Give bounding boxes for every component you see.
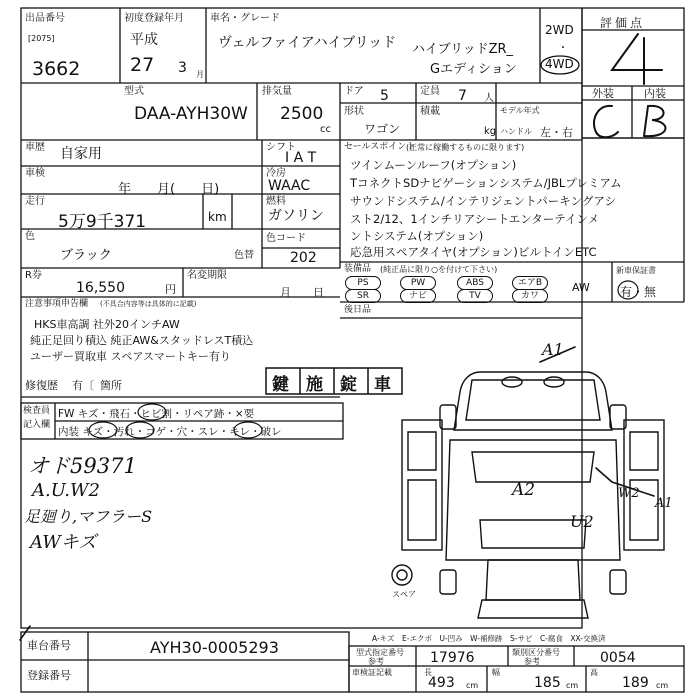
- handle-side: 左・右: [540, 126, 573, 139]
- equip-sr: SR: [345, 289, 381, 303]
- car-name-label: 車名・グレード: [210, 13, 280, 24]
- first-reg-label: 初度登録年月: [124, 13, 184, 24]
- handle-label: ハンドル: [500, 127, 532, 136]
- recycle-fee: 16,550: [76, 280, 125, 296]
- score-label: 評価点: [600, 16, 646, 30]
- month-unit: 月: [196, 70, 204, 79]
- spare-label: スペア: [392, 590, 416, 599]
- model-year-label: モデル年式: [500, 106, 540, 115]
- shift-label: シフト: [266, 142, 296, 153]
- note-line-1: HKS車高調 社外20インチAW: [34, 318, 180, 331]
- km-unit: km: [208, 210, 227, 224]
- grade-line-2: Gエディション: [430, 62, 517, 77]
- lot-number-label: 出品番号: [25, 13, 65, 24]
- lot-number: 3662: [32, 58, 81, 80]
- handwritten-odometer: オド59371: [28, 454, 137, 478]
- width-unit: cm: [566, 681, 579, 690]
- mileage-label: 走行: [25, 196, 45, 207]
- length: 493: [428, 675, 455, 691]
- ac-label: 冷房: [266, 168, 286, 179]
- equip-leather: カワ: [512, 289, 548, 303]
- length-unit: cm: [466, 681, 479, 690]
- reg-year: 27: [130, 54, 155, 76]
- equip-ps: PS: [345, 276, 381, 290]
- color-code-label: 色コード: [266, 233, 306, 244]
- reg-month: 3: [178, 60, 187, 76]
- height-unit: cm: [656, 681, 669, 690]
- capacity: 7: [458, 88, 467, 104]
- diagram-mark-a1-right: A1: [655, 496, 673, 511]
- after-items-label: 後日品: [344, 305, 372, 315]
- kg-unit: kg: [484, 126, 497, 137]
- drive-4wd: 4WD: [545, 57, 574, 71]
- class-ref: 参考: [524, 657, 540, 666]
- selling-point-4: スト2/12、1インチリアシートエンターテインメ: [350, 212, 600, 226]
- diagram-mark-a1-top: A1: [542, 340, 564, 359]
- key-stamp-3: 錠: [340, 375, 357, 395]
- color-change-label: 色替: [234, 250, 254, 261]
- height: 189: [622, 675, 649, 691]
- handwritten-aw-scratch: AWキズ: [30, 532, 97, 553]
- exterior-grade: [580, 100, 581, 101]
- note-line-2: 純正足回り積込 純正AW&スタッドレスT積込: [30, 334, 254, 347]
- width-label: 幅: [492, 668, 500, 677]
- equip-abs: ABS: [457, 276, 493, 290]
- lot-sub-code: [2075]: [28, 34, 55, 43]
- diagram-mark-u2: U2: [570, 512, 594, 531]
- diagram-mark-a2: A2: [512, 480, 536, 500]
- inspection-label: 車検: [25, 168, 45, 179]
- diagram-mark-w2: W2: [618, 486, 640, 501]
- score-four-stroke: [612, 34, 662, 84]
- chassis-label: 車台番号: [27, 639, 71, 652]
- drive-2wd: 2WD: [545, 23, 574, 37]
- repair-history: 有〔: [72, 379, 94, 392]
- damage-legend: A-キズ E-エクボ U-凹み W-補修跡 S-サビ C-腐食 XX-交換済: [372, 634, 606, 643]
- class-number: 0054: [600, 650, 636, 666]
- length-label: 長: [424, 668, 432, 677]
- capacity-unit: 人: [484, 93, 494, 104]
- key-stamp-4: 車: [374, 375, 391, 395]
- dimensions-label: 車検証記載: [352, 668, 392, 677]
- interior-grade: [640, 100, 641, 101]
- handwritten-suspension: 足廻り,マフラーS: [24, 507, 153, 526]
- key-stamp-1: 鍵: [272, 375, 289, 395]
- capacity-label: 定員: [420, 86, 440, 97]
- grade-line-1: ハイブリッドZR_: [412, 42, 514, 57]
- notes-label: 注意事項申告欄: [25, 299, 89, 309]
- model-label: 型式: [124, 86, 144, 97]
- displacement-label: 排気量: [262, 86, 292, 97]
- car-name: ヴェルファイアハイブリッド: [218, 35, 397, 51]
- warranty: 有・無: [620, 285, 657, 299]
- usage: 自家用: [60, 146, 102, 162]
- registration-label: 登録番号: [27, 669, 71, 682]
- displacement: 2500: [280, 104, 324, 124]
- inspector-label-1: 検査員: [23, 406, 51, 416]
- color: ブラック: [60, 248, 112, 263]
- fuel-label: 燃料: [266, 196, 286, 207]
- era-name: 平成: [130, 32, 158, 48]
- selling-point-2: TコネクトSDナビゲーションシステム/JBLプレミアム: [350, 176, 622, 190]
- selling-point-6: 応急用スペアタイヤ(オプション)ビルトインETC: [350, 245, 597, 259]
- selling-points-sub: (正常に稼働するものに限ります): [406, 143, 525, 152]
- type-spec-label: 型式指定番号: [356, 648, 404, 657]
- color-code: 202: [290, 250, 317, 266]
- mileage: 5万9千371: [58, 212, 147, 232]
- interior-label: 内装: [644, 87, 666, 100]
- equip-pw: PW: [400, 276, 436, 290]
- shift: I A T: [285, 150, 317, 166]
- score-value: [570, 20, 571, 21]
- selling-points-label: セールスポイント: [344, 142, 416, 152]
- repair-history-label: 修復歴: [25, 379, 58, 392]
- recycle-label: R券: [25, 270, 42, 281]
- key-stamp-2: 施: [306, 375, 323, 395]
- selling-point-1: ツインムーンルーフ(オプション): [350, 158, 517, 172]
- type-spec-number: 17976: [430, 650, 475, 666]
- equipment-label: 装備品: [344, 264, 372, 274]
- exterior-label: 外装: [592, 87, 614, 100]
- equip-navi: ナビ: [400, 289, 436, 303]
- repair-unit: 箇所: [100, 379, 122, 392]
- handwritten-damage-codes: A.U.W2: [32, 480, 100, 501]
- inspector-row-2: 内装 キズ・汚れ・コゲ・穴・スレ・キレ・破レ: [58, 426, 282, 438]
- equip-aw: AW: [572, 281, 590, 294]
- class-label: 類別区分番号: [512, 648, 560, 657]
- notes-sub-label: (不具合内容等は具体的に記載): [100, 300, 197, 308]
- yen-unit: 円: [165, 283, 176, 296]
- equip-tv: TV: [457, 289, 493, 303]
- door-label: ドア: [344, 86, 364, 97]
- selling-point-3: サウンドシステム/インテリジェントパーキングアシ: [350, 194, 616, 208]
- note-line-3: ユーザー買取車 スペアスマートキー有り: [30, 350, 231, 363]
- load-label: 積載: [420, 106, 440, 117]
- air-conditioning: WAAC: [268, 178, 311, 194]
- color-label: 色: [25, 231, 35, 242]
- inspector-label-2: 記入欄: [23, 420, 51, 430]
- door-count: 5: [380, 88, 389, 104]
- deadline-label: 名変期限: [187, 270, 227, 281]
- usage-label: 車歴: [25, 142, 45, 153]
- inspection-date: 年 月( 日): [118, 182, 220, 197]
- body-shape: ワゴン: [364, 122, 401, 136]
- shape-label: 形状: [344, 106, 364, 117]
- width: 185: [534, 675, 561, 691]
- equipment-sub: (純正品に限り○を付けて下さい): [380, 265, 498, 274]
- deadline: 月 日: [280, 286, 324, 299]
- height-label: 高: [590, 668, 598, 677]
- cc-unit: cc: [320, 124, 331, 135]
- inspector-row-1: FW キズ・飛石・ヒビ割・リペア跡・×要: [58, 408, 255, 420]
- drive-separator: ・: [558, 43, 568, 54]
- warranty-label: 新車保証書: [616, 266, 656, 275]
- selling-point-5: ントシステム(オプション): [350, 229, 484, 243]
- equip-airbag: エアB: [512, 276, 548, 290]
- model-code: DAA-AYH30W: [134, 104, 248, 124]
- fuel: ガソリン: [268, 208, 324, 224]
- type-spec-ref: 参考: [368, 657, 384, 666]
- chassis-number: AYH30-0005293: [150, 638, 279, 657]
